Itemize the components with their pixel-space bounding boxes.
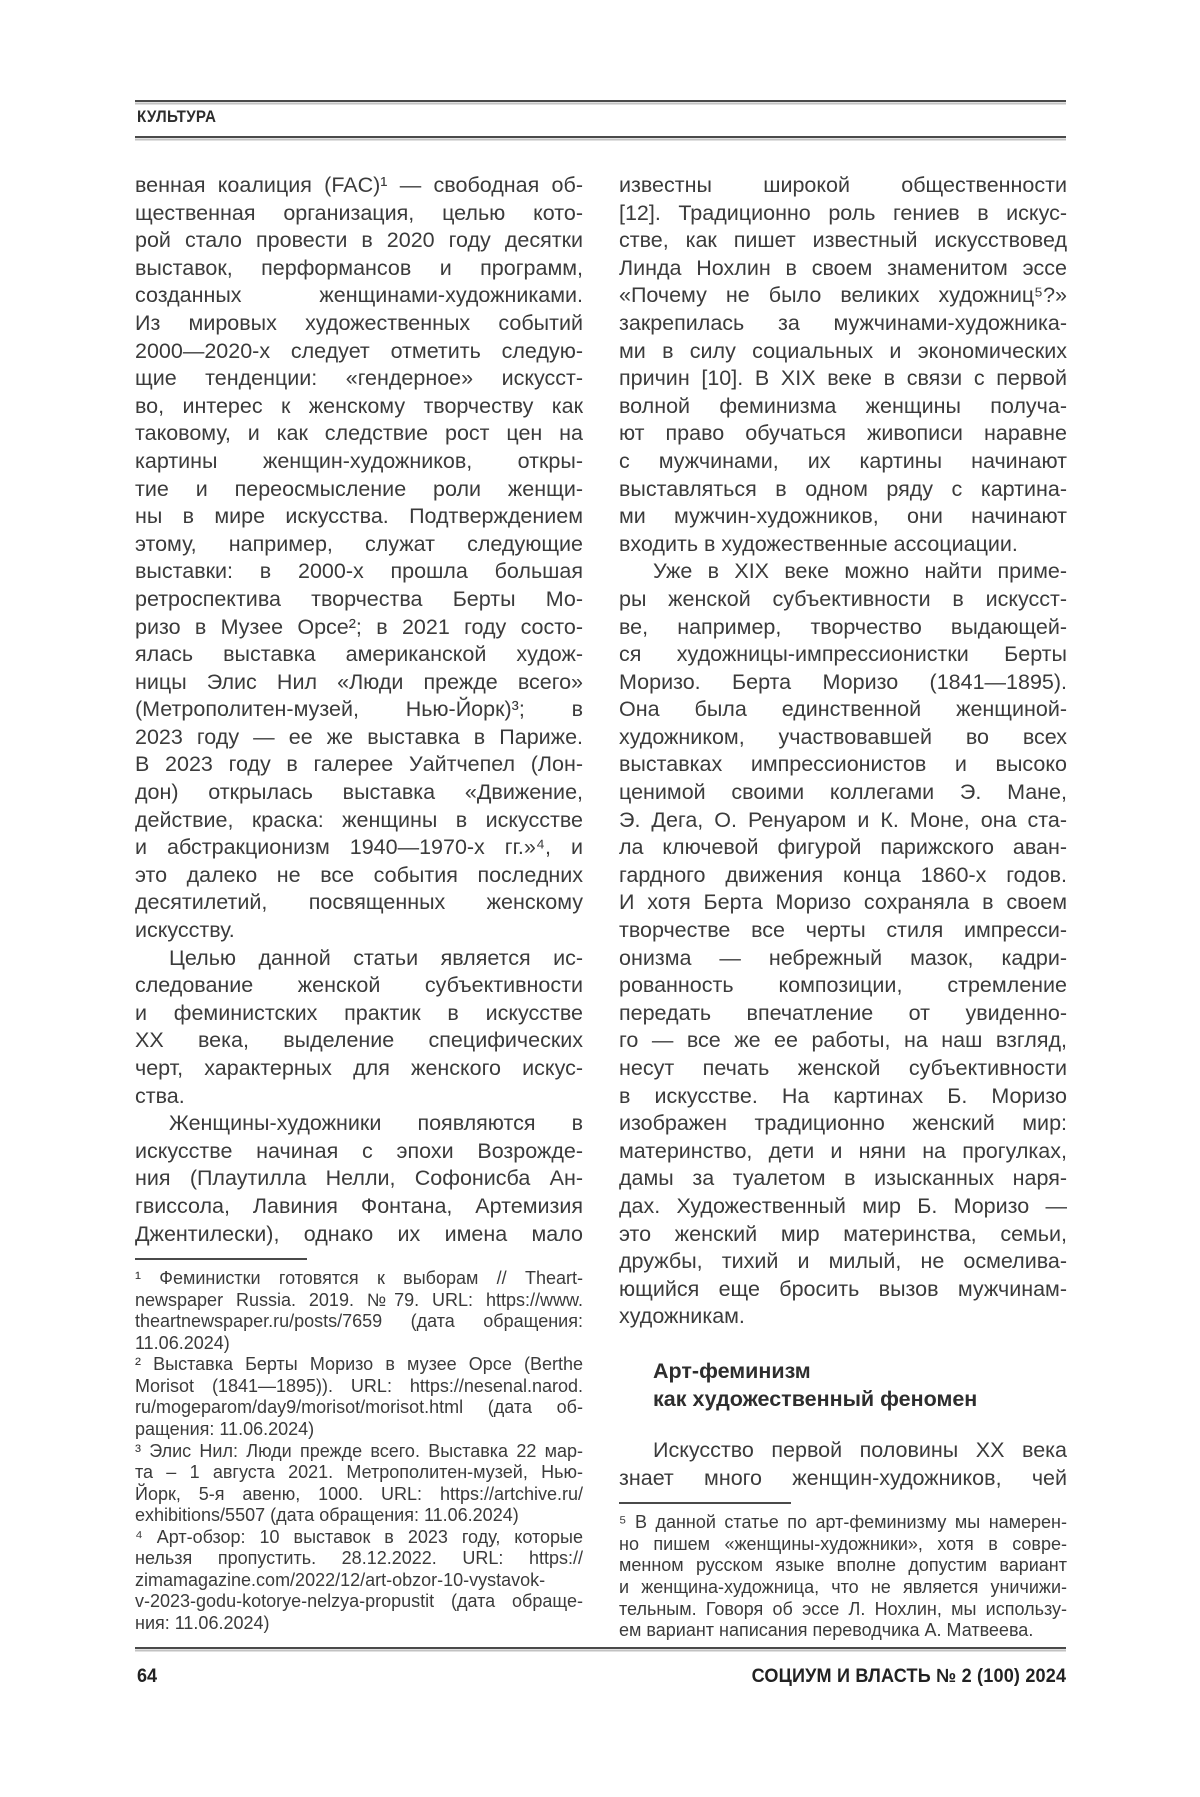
footer-rule <box>135 1647 1066 1649</box>
body-text-line: ретроспектива творчества Берты Мо- <box>135 586 583 611</box>
body-text-line: этому, например, служат следующие <box>135 531 583 556</box>
left-column-body <box>135 172 583 1248</box>
body-text-line: 2023 году — ее же выставка в Париже. <box>135 724 583 749</box>
footnote-separator <box>619 1502 791 1504</box>
footnote-line: zimamagazine.com/2022/12/art-obzor-10-vystavok- <box>135 1569 546 1590</box>
page-number: 64 <box>137 1666 158 1687</box>
footnote-line: и женщина-художница, что не является уничижи- <box>619 1576 1067 1597</box>
body-text-line: гвиссола, Лавиния Фонтана, Артемизия <box>135 1193 583 1218</box>
body-text-line: ялась выставка американской худож- <box>135 642 583 667</box>
body-text-line: Джентилески), однако их имена мало <box>135 1221 583 1246</box>
body-text-line: входить в художественные ассоциации. <box>619 531 1018 556</box>
body-text-line: ми мужчин-художников, они начинают <box>619 504 1067 529</box>
subheading-line: Арт-феминизм <box>653 1358 811 1383</box>
body-text-line: щие тенденции: «гендерное» искусст- <box>135 366 583 391</box>
text-columns <box>135 172 1067 1642</box>
body-text-line: Моризо. Берта Моризо (1841—1895). <box>619 669 1067 694</box>
section-subheading <box>619 1358 1067 1413</box>
footnote-line: v-2023-godu-kotorye-nelzya-propustit (дата обраще- <box>135 1591 583 1612</box>
footnote-line: ¹ Феминистки готовятся к выборам // Theart- <box>135 1268 583 1289</box>
body-text-line: творчестве все черты стиля импресси- <box>619 918 1067 943</box>
body-text-line: венная коалиция (FAC)¹ — свободная об- <box>135 173 583 197</box>
body-text-line: В 2023 году в галерее Уайтчепел (Лон- <box>135 752 583 777</box>
footnote-line: Йорк, 5-я авеню, 1000. URL: https://artchive.ru/ <box>135 1483 583 1504</box>
footnote-line: ⁵ В данной статье по арт-феминизму мы намерен- <box>619 1512 1067 1533</box>
body-text-line: ства. <box>135 1083 185 1108</box>
footnote-line: ³ Элис Нил: Люди прежде всего. Выставка 22 мар- <box>135 1440 583 1461</box>
body-text-line: ницы Элис Нил «Люди прежде всего» <box>135 669 583 694</box>
body-text-line: выставок, перформансов и программ, <box>135 255 583 280</box>
body-text-line: выставляться в одном ряду с картина- <box>619 476 1067 501</box>
body-text-line: искусстве начиная с эпохи Возрожде- <box>135 1138 583 1163</box>
body-text-line: тие и переосмысление роли женщи- <box>135 476 583 501</box>
body-text-line: XX века, выделение специфических <box>135 1028 583 1053</box>
body-text-line: ве, например, творчество выдающей- <box>619 614 1067 639</box>
body-text-line: картины женщин-художников, откры- <box>135 448 583 473</box>
body-text-line: во, интерес к женскому творчеству как <box>135 393 583 418</box>
body-text-line: ющийся еще бросить вызов мужчинам- <box>619 1276 1067 1301</box>
body-text-line: таковому, и как следствие рост цен на <box>135 421 583 446</box>
body-text-line: художникам. <box>619 1304 745 1329</box>
body-text-line: действие, краска: женщины в искусстве <box>135 807 583 832</box>
body-text-line: следование женской субъективности <box>135 973 583 998</box>
body-text-line: созданных женщинами-художниками. <box>135 283 583 308</box>
footnote-line: ² Выставка Берты Моризо в музее Орсе (Berthe <box>135 1354 583 1375</box>
left-column <box>135 172 583 1642</box>
body-text-line: закрепилась за мужчинами-художника- <box>619 310 1067 335</box>
body-text-line: изображен традиционно женский мир: <box>619 1111 1067 1136</box>
body-text-line: (Метрополитен-музей, Нью-Йорк)³; в <box>135 697 583 722</box>
footnote-line: exhibitions/5507 (дата обращения: 11.06.2024) <box>135 1505 519 1526</box>
body-text-line: знает много женщин-художников, чей <box>619 1465 1067 1490</box>
footnote-separator <box>135 1258 307 1260</box>
header-top-rule <box>135 100 1066 102</box>
body-text-line: известны широкой общественности <box>619 173 1067 197</box>
footnote-line: 11.06.2024) <box>135 1332 230 1353</box>
body-text-line: и феминистских практик в искусстве <box>135 1000 583 1025</box>
body-text-line: десятилетий, посвященных женскому <box>135 890 583 915</box>
footnote-line: ем вариант написания переводчика А. Матвеева. <box>619 1620 1034 1641</box>
body-text-line: рованность композиции, стремление <box>619 973 1067 998</box>
footnote-line: Morisot (1841—1895)). URL: https://nesenal.narod. <box>135 1375 583 1396</box>
body-text-line: дамы за туалетом в изысканных наря- <box>619 1166 1067 1191</box>
body-text-line: Из мировых художественных событий <box>135 310 583 335</box>
body-text-line: Женщины-художники появляются в <box>169 1111 583 1136</box>
body-text-line: с мужчинами, их картины начинают <box>619 448 1067 473</box>
body-text-line: дах. Художественный мир Б. Моризо — <box>619 1193 1067 1218</box>
body-text-line: рой стало провести в 2020 году десятки <box>135 228 583 253</box>
body-text-line: ют право обучаться живописи наравне <box>619 421 1067 446</box>
body-text-line: ся художницы-импрессионистки Берты <box>619 642 1067 667</box>
body-text-line: и абстракционизм 1940—1970-х гг.»⁴, и <box>135 835 583 860</box>
body-text-line: Линда Нохлин в своем знаменитом эссе <box>619 255 1067 280</box>
section-header: КУЛЬТУРА <box>137 108 217 126</box>
body-text-line: ла ключевой фигурой парижского аван- <box>619 835 1067 860</box>
body-text-line: выставках импрессионистов и высоко <box>619 752 1067 777</box>
footnote-line: ращения: 11.06.2024) <box>135 1418 315 1439</box>
left-column-footnotes <box>135 1268 583 1634</box>
page-footer <box>137 1666 1066 1688</box>
body-text-line: щественная организация, целью кото- <box>135 200 583 225</box>
body-text-line: го — все же ее работы, на наш взгляд, <box>619 1028 1067 1053</box>
body-text-line: Искусство первой половины XX века <box>653 1438 1067 1463</box>
footnote-line: ния: 11.06.2024) <box>135 1612 270 1633</box>
footnote-line: нельзя пропустить. 28.12.2022. URL: https:// <box>135 1548 583 1569</box>
body-text-line: Она была единственной женщиной- <box>619 697 1067 722</box>
footnote-line: но пишем «женщины-художники», хотя в совре- <box>619 1533 1067 1554</box>
body-text-line: ры женской субъективности в искусст- <box>619 586 1067 611</box>
body-text-line: Целью данной статьи является ис- <box>169 945 583 970</box>
right-column-body-after-heading <box>619 1437 1067 1492</box>
body-text-line: дон) открылась выставка «Движение, <box>135 780 583 805</box>
body-text-line: ценимой своими коллегами Э. Мане, <box>619 780 1067 805</box>
body-text-line: [12]. Традиционно роль гениев в искус- <box>619 200 1067 225</box>
body-text-line: «Почему не было великих художниц⁵?» <box>619 283 1067 308</box>
body-text-line: выставки: в 2000-х прошла большая <box>135 559 583 584</box>
journal-reference: СОЦИУМ И ВЛАСТЬ № 2 (100) 2024 <box>751 1666 1066 1687</box>
body-text-line: в искусстве. На картинах Б. Моризо <box>619 1083 1067 1108</box>
body-text-line: черт, характерных для женского искус- <box>135 1056 583 1080</box>
footnote-line: ru/mogeparom/day9/morisot/morisot.html (дата об- <box>135 1397 583 1418</box>
footnote-line: та – 1 августа 2021. Метрополитен-музей, Нью- <box>135 1462 583 1483</box>
body-text-line: 2000—2020-х следует отметить следую- <box>135 338 583 363</box>
body-text-line: ми в силу социальных и экономических <box>619 338 1067 363</box>
body-text-line: ния (Плаутилла Нелли, Софонисба Ан- <box>135 1166 583 1191</box>
body-text-line: ны в мире искусства. Подтверждением <box>135 504 583 529</box>
footnote-line: newspaper Russia. 2019. №79. URL: https://www. <box>135 1289 583 1310</box>
body-text-line: ризо в Музее Орсе²; в 2021 году состо- <box>135 614 583 639</box>
header-bottom-rule <box>135 136 1066 138</box>
body-text-line: Э. Дега, О. Ренуаром и К. Моне, она ста- <box>619 807 1067 832</box>
body-text-line: Уже в XIX веке можно найти приме- <box>653 559 1067 584</box>
body-text-line: материнство, дети и няни на прогулках, <box>619 1138 1067 1163</box>
body-text-line: художником, участвовавшей во всех <box>619 724 1067 749</box>
body-text-line: волной феминизма женщины получа- <box>619 393 1067 418</box>
body-text-line: онизма — небрежный мазок, кадри- <box>619 945 1067 970</box>
body-text-line: несут печать женской субъективности <box>619 1056 1067 1080</box>
footnote-line: тельным. Говоря об эссе Л. Нохлин, мы использу- <box>619 1598 1067 1619</box>
body-text-line: И хотя Берта Моризо сохраняла в своем <box>619 890 1067 915</box>
footnote-line: ⁴ Арт-обзор: 10 выставок в 2023 году, которые <box>135 1526 583 1547</box>
subheading-line: как художественный феномен <box>653 1386 978 1411</box>
body-text-line: искусству. <box>135 918 235 943</box>
body-text-line: гардного движения конца 1860-х годов. <box>619 862 1067 887</box>
right-column-body <box>619 172 1067 1331</box>
body-text-line: передать впечатление от увиденно- <box>619 1000 1067 1025</box>
right-column-footnotes <box>619 1512 1067 1641</box>
right-column <box>619 172 1067 1642</box>
body-text-line: дружбы, тихий и милый, не осмелива- <box>619 1249 1067 1274</box>
footnote-line: theartnewspaper.ru/posts/7659 (дата обращения: <box>135 1311 583 1332</box>
body-text-line: это женский мир материнства, семьи, <box>619 1221 1067 1246</box>
body-text-line: причин [10]. В XIX веке в связи с первой <box>619 366 1067 391</box>
body-text-line: это далеко не все события последних <box>135 862 583 887</box>
body-text-line: стве, как пишет известный искусствовед <box>619 228 1067 253</box>
footnote-line: менном русском языке вполне допустим вариант <box>619 1555 1067 1576</box>
